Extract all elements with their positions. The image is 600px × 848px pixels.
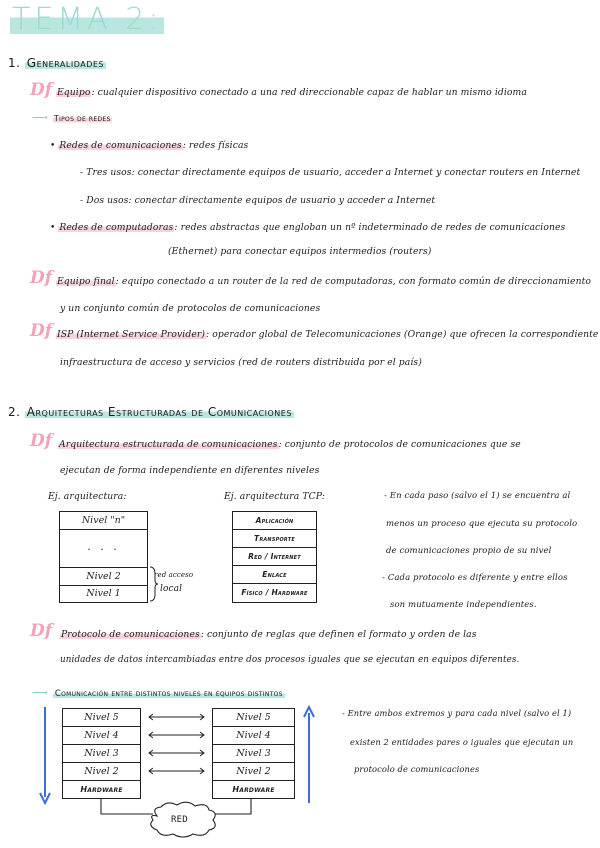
section-1-title: Generalidades	[26, 56, 104, 70]
redes-computadoras	[50, 222, 565, 233]
stack-right-nivel-4: Nivel 4	[213, 727, 294, 745]
section-1-number: 1.	[8, 56, 21, 70]
nivel-2: Nivel 2	[60, 568, 147, 586]
stack-left-nivel-4: Nivel 4	[63, 727, 140, 745]
stack-right-hardware: Hardware	[232, 785, 275, 794]
page-title	[10, 2, 164, 37]
nivel-1: Nivel 1	[86, 588, 121, 599]
def-equipo-final-2: y un conjunto común de protocolos de comunicaciones	[60, 303, 321, 314]
arrow-down-icon	[38, 705, 52, 805]
comm-note-2: existen 2 entidades pares o iguales que ejecutan un	[350, 737, 574, 747]
term-redes-com: Redes de comunicaciones	[59, 140, 182, 151]
def-arquitectura-2: ejecutan de forma independiente en diferentes niveles	[60, 465, 320, 476]
stack-right-nivel-2: Nivel 2	[213, 763, 294, 781]
red-acceso-label-2: local	[160, 584, 183, 594]
ej-arquitectura-label: Ej. arquitectura:	[48, 491, 127, 502]
def-redes-comp-1: : redes abstractas que engloban un nº indeterminado de redes de comunicaciones	[174, 222, 566, 233]
arquitectura-tcp	[232, 511, 317, 603]
comm-note-3: protocolo de comunicaciones	[354, 764, 480, 774]
ej-tcp-label: Ej. arquitectura TCP:	[224, 491, 325, 502]
section-2-title: Arquitecturas Estructuradas de Comunicaciones	[26, 405, 292, 419]
term-redes-comp: Redes de computadoras	[59, 222, 174, 233]
def-mark-isp: Df	[30, 321, 53, 341]
def-redes-com: : redes físicas	[182, 140, 249, 151]
arrow-up-icon	[302, 705, 316, 805]
term-protocolo: Protocolo de comunicaciones	[61, 629, 200, 640]
comm-note-1: - Entre ambos extremos y para cada nivel (salvo el 1)	[342, 708, 572, 718]
def-mark-equipo-final: Df	[30, 268, 53, 288]
stack-left-nivel-5: Nivel 5	[63, 709, 140, 727]
def-arquitectura-text: : conjunto de protocolos de comunicaciones que se	[278, 439, 521, 450]
stack-left-nivel-3: Nivel 3	[63, 745, 140, 763]
def-equipo	[56, 87, 527, 98]
tipos-redes-label: Tipos de redes	[53, 114, 111, 123]
def-arquitectura-1	[58, 439, 521, 450]
tcp-enlace: Enlace	[233, 566, 316, 584]
usos-2: - Dos usos: conectar directamente equipos de usuario y acceder a Internet	[80, 195, 436, 206]
def-isp-1	[56, 329, 598, 340]
def-protocolo-2: unidades de datos intercambiadas entre dos procesos iguales que se ejecutan en equipos diferentes.	[60, 655, 520, 665]
red-label: RED	[171, 815, 188, 825]
usos-1: - Tres usos: conectar directamente equipos de usuario, acceder a Internet y conectar routers en Internet	[80, 167, 581, 178]
network-cloud	[95, 798, 285, 846]
redes-comunicaciones	[50, 140, 248, 151]
def-redes-comp-2: (Ethernet) para conectar equipos intermedios (routers)	[168, 246, 432, 257]
stack-right-nivel-5: Nivel 5	[213, 709, 294, 727]
note-2: menos un proceso que ejecuta su protocolo	[386, 519, 578, 529]
def-mark-arquitectura: Df	[30, 431, 53, 451]
term-equipo-final: Equipo final	[57, 276, 115, 287]
note-5: son mutuamente independientes.	[390, 600, 537, 610]
tcp-red-internet: Red / Internet	[233, 548, 316, 566]
stack-right-nivel-3: Nivel 3	[213, 745, 294, 763]
stack-left	[62, 708, 141, 799]
nivel-n: Nivel "n"	[60, 512, 147, 530]
red-acceso-label-1: red acceso	[154, 571, 194, 579]
section-2-number: 2.	[8, 405, 21, 419]
comunicacion-label: Comunicación entre distintos niveles en equipos distintos	[54, 689, 283, 699]
term-isp: ISP (Internet Service Provider)	[57, 329, 206, 340]
bullet-icon: •	[50, 223, 59, 233]
def-mark-equipo: Df	[30, 80, 53, 100]
comunicacion-heading	[32, 681, 285, 700]
tcp-fisico-hardware: Físico / Hardware	[241, 588, 308, 597]
nivel-ellipsis: . . .	[60, 530, 147, 568]
note-1: - En cada paso (salvo el 1) se encuentra al	[384, 491, 571, 501]
bullet-icon: •	[50, 141, 59, 151]
note-4: - Cada protocolo es diferente y entre ellos	[382, 573, 568, 583]
term-arquitectura: Arquitectura estructurada de comunicaciones	[59, 439, 278, 450]
page-title-text: TEMA 2:	[12, 2, 163, 37]
note-3: de comunicaciones propio de su nivel	[386, 546, 552, 556]
tipos-redes-heading	[32, 106, 112, 125]
arquitectura-generica	[59, 511, 148, 603]
def-protocolo-1	[60, 629, 477, 640]
def-mark-protocolo: Df	[30, 621, 53, 641]
stack-left-hardware: Hardware	[80, 785, 123, 794]
stack-left-nivel-2: Nivel 2	[63, 763, 140, 781]
def-equipo-text: : cualquier dispositivo conectado a una red direccionable capaz de hablar un mismo idioma	[91, 87, 527, 98]
def-equipo-final-1	[56, 276, 591, 287]
def-isp-2: infraestructura de acceso y servicios (red de routers distribuida por el país)	[60, 357, 422, 368]
section-2-heading	[8, 405, 294, 419]
stack-right	[212, 708, 295, 799]
def-isp-text: : operador global de Telecomunicaciones (Orange) que ofrecen la correspondiente	[206, 329, 599, 340]
section-1-heading	[8, 56, 106, 70]
def-equipo-final-text: : equipo conectado a un router de la red de computadoras, con formato común de direccionamiento	[115, 276, 592, 287]
arrow-right-icon: ⟶	[32, 686, 48, 699]
tcp-aplicacion: Aplicación	[233, 512, 316, 530]
term-equipo: Equipo	[57, 87, 91, 98]
tcp-transporte: Transporte	[233, 530, 316, 548]
def-protocolo-text: : conjunto de reglas que definen el formato y orden de las	[200, 629, 477, 640]
arrow-right-icon: ⟶	[32, 111, 48, 124]
